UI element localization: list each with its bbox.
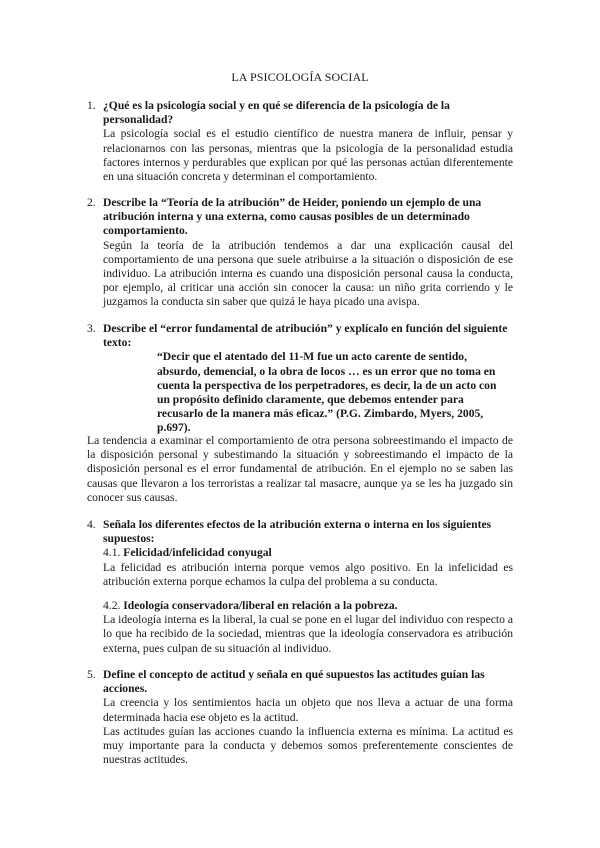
- question-heading: Señala los diferentes efectos de la atribución externa o interna en los siguientes supuestos:: [103, 518, 492, 546]
- subquestion-number: 4.1.: [103, 546, 121, 560]
- question-answer-part-2: Las actitudes guían las acciones cuando la influencia externa es mínima. La actitud es muy importante para la conducta y debemos somos preferentemente conscientes de nuestras actitudes.: [103, 724, 513, 767]
- question-5: [87, 668, 513, 767]
- subquestion-4-2: [103, 599, 513, 656]
- question-number: 3.: [87, 322, 96, 335]
- subquestion-number: 4.2.: [103, 599, 121, 612]
- subquestion-answer: La ideología interna es la liberal, la cual se pone en el lugar del individuo con respecto a lo que ha recibido de la sociedad, mientras que la ideología conservadora es atribución externa, pues culpan de su situación al individuo.: [103, 613, 513, 655]
- question-3: [87, 322, 513, 436]
- question-4: [87, 518, 513, 589]
- question-1: [87, 99, 513, 184]
- question-heading: Describe el “error fundamental de atribución” y explícalo en función del siguiente texto:: [103, 322, 508, 350]
- subquestion-title: Felicidad/infelicidad conyugal: [123, 546, 272, 560]
- subquestion-4-1: [103, 546, 513, 589]
- question-number: 2.: [87, 196, 96, 209]
- question-heading: Define el concepto de actitud y señala en qué supuestos las actitudes guían las acciones.: [103, 668, 485, 696]
- question-heading: Describe la “Teoría de la atribución” de Heider, poniendo un ejemplo de una atribución interna y una externa, como causas posibles de un determinado comportamiento.: [103, 196, 482, 238]
- question-answer: Según la teoría de la atribución tendemos a dar una explicación causal del comportamiento de una persona que suele atribuirse a la situación o disposición de ese individuo. La atribución interna es cuando una disposición personal causa la conducta, por ejemplo, al criticar una acción sin conocer la causa: un niño grita corriendo y le juzgamos la conducta sin saber que quizá le haya picado una avispa.: [103, 238, 513, 309]
- question-4-part-2: [87, 599, 513, 656]
- question-heading: ¿Qué es la psicología social y en qué se diferencia de la psicología de la personalidad?: [103, 99, 450, 127]
- question-answer: La psicología social es el estudio científico de nuestra manera de influir, pensar y relacionarnos con las personas, mientras que la psicología de la personalidad estudia factores internos y perdurables que explican por qué las personas actúan diferentemente en una situación concreta y determinan el comportamiento.: [103, 127, 513, 184]
- page-title: LA PSICOLOGÍA SOCIAL: [231, 70, 369, 84]
- question-2: [87, 196, 513, 310]
- question-number: 5.: [87, 668, 96, 681]
- subquestion-answer: La felicidad es atribución interna porque vemos algo positivo. En la infelicidad es atribución externa porque echamos la culpa del problema a su conducta.: [103, 560, 513, 588]
- question-number: 1.: [87, 99, 96, 112]
- question-answer-part-1: La creencia y los sentimientos hacia un objeto que nos lleva a actuar de una forma determinada hacia ese objeto es la actitud.: [103, 696, 513, 724]
- subquestion-title: Ideología conservadora/liberal en relación a la pobreza.: [123, 599, 398, 612]
- question-3-answer: La tendencia a examinar el comportamiento de otra persona sobreestimando el impacto de la disposición personal y subestimando la situación y sobreestimando el impacto de la disposición personal es el error fundamental de atribución. En el ejemplo no se saben las causas que llevaron a los terroristas a realizar tal masacre, aunque ya se les ha juzgado sin conocer sus causas.: [87, 434, 513, 504]
- quoted-text: “Decir que el atentado del 11-M fue un acto carente de sentido, absurdo, demencial, o la obra de locos … es un error que no toma en cuenta la perspectiva de los perpetradores, es decir, la de un acto con un propósito definido claramente, que debemos entender para recusarlo de la manera más eficaz.” (P.G. Zimbardo, Myers, 2005, p.697).: [157, 350, 497, 435]
- question-number: 4.: [87, 518, 96, 531]
